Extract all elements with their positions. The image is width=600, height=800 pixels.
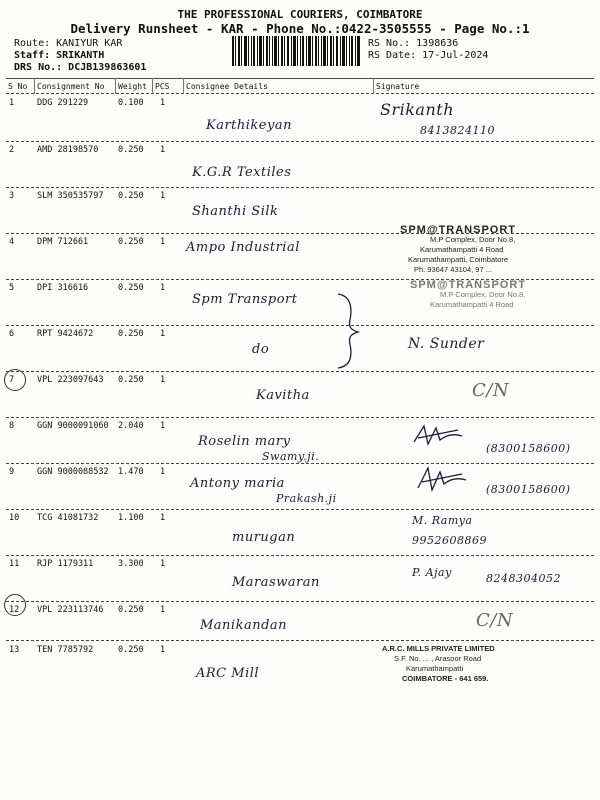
- col-head-pcs: PCS: [155, 82, 170, 91]
- table-top-rule: [6, 78, 594, 79]
- row-weight: 0.100: [118, 98, 144, 108]
- column-divider: [183, 78, 184, 94]
- spm-transport-stamp-faded: [410, 280, 526, 310]
- column-divider: [373, 78, 374, 94]
- row-rule: [6, 555, 594, 556]
- signature-8-phone: (8300158600): [486, 442, 571, 455]
- row-consignment-no: DPM 712661: [37, 237, 89, 247]
- row-consignment-no: GGN 9000088532: [37, 467, 109, 477]
- row-weight: 0.250: [118, 605, 144, 615]
- barcode: [232, 36, 360, 66]
- column-divider: [152, 78, 153, 94]
- signature-12: C/N: [476, 610, 514, 631]
- signature-8-scribble: [410, 420, 470, 450]
- row-sno: 1: [9, 98, 15, 108]
- signature-6: N. Sunder: [408, 336, 485, 352]
- row-rule: [6, 601, 594, 602]
- spm-stamp-line1: M.P Complex, Door No.8,: [430, 235, 516, 244]
- consignee-hand-4: Ampo Industrial: [186, 240, 300, 255]
- consignee-hand-8b: Swamy.ji.: [262, 450, 320, 463]
- row-pcs: 1: [160, 145, 166, 155]
- column-divider: [34, 78, 35, 94]
- spm-stamp-line4: Ph: 93647 43104, 97 ...: [414, 265, 492, 274]
- row-pcs: 1: [160, 559, 166, 569]
- row-sno: 7: [9, 375, 15, 385]
- row-pcs: 1: [160, 283, 166, 293]
- row-consignment-no: GGN 9000091060: [37, 421, 109, 431]
- column-divider: [115, 78, 116, 94]
- route-label: Route: KANIYUR KAR: [14, 38, 123, 49]
- col-head-weight: Weight: [118, 82, 147, 91]
- row-weight: 0.250: [118, 191, 144, 201]
- row-consignment-no: VPL 223097643: [37, 375, 104, 385]
- row-weight: 0.250: [118, 283, 144, 293]
- circled-mark-12: [4, 594, 26, 616]
- spm-transport-stamp: [400, 225, 516, 275]
- row-consignment-no: SLM 350535797: [37, 191, 104, 201]
- brace-mark: [334, 290, 364, 370]
- row-rule: [6, 417, 594, 418]
- consignee-hand-13: ARC Mill: [196, 666, 260, 681]
- row-sno: 11: [9, 559, 20, 569]
- signature-11: P. Ajay: [412, 566, 452, 579]
- consignee-hand-12: Manikandan: [200, 618, 288, 633]
- row-pcs: 1: [160, 513, 166, 523]
- row-weight: 3.300: [118, 559, 144, 569]
- document-title: THE PROFESSIONAL COURIERS, COIMBATORE: [177, 8, 423, 21]
- row-consignment-no: RJP 1179311: [37, 559, 94, 569]
- row-pcs: 1: [160, 237, 166, 247]
- row-sno: 9: [9, 467, 15, 477]
- row-weight: 0.250: [118, 145, 144, 155]
- row-rule: [6, 325, 594, 326]
- consignee-hand-7: Kavitha: [256, 388, 310, 403]
- col-head-consignee: Consignee Details: [186, 82, 268, 91]
- row-pcs: 1: [160, 421, 166, 431]
- row-weight: 1.470: [118, 467, 144, 477]
- consignee-hand-10: murugan: [232, 530, 296, 545]
- spm-stamp-line3: Karumathampatti, Coimbatore: [408, 255, 509, 264]
- row-sno: 6: [9, 329, 15, 339]
- document-subtitle: Delivery Runsheet - KAR - Phone No.:0422-3505555 - Page No.:1: [70, 21, 530, 36]
- staff-label: Staff: SRIKANTH: [14, 50, 105, 61]
- row-sno: 8: [9, 421, 15, 431]
- row-consignment-no: DDG 291229: [37, 98, 89, 108]
- consignee-hand-6: do: [252, 342, 270, 357]
- row-sno: 10: [9, 513, 20, 523]
- row-rule: [6, 187, 594, 188]
- col-head-sno: S No: [8, 82, 28, 91]
- signature-9-phone: (8300158600): [486, 483, 571, 496]
- row-pcs: 1: [160, 467, 166, 477]
- signature-1-phone: 8413824110: [420, 124, 495, 137]
- row-pcs: 1: [160, 645, 166, 655]
- rs-date: RS Date: 17-Jul-2024: [368, 50, 489, 61]
- arc-stamp-line3: COIMBATORE - 641 659.: [402, 674, 489, 683]
- signature-10-phone: 9952608869: [412, 534, 487, 547]
- spm-stamp-faded-line2: Karumathampatti 4 Road: [430, 300, 514, 309]
- consignee-hand-8: Roselin mary: [198, 434, 291, 449]
- row-consignment-no: TCG 41081732: [37, 513, 99, 523]
- col-head-consignment: Consignment No: [37, 82, 105, 91]
- row-weight: 0.250: [118, 375, 144, 385]
- spm-stamp-faded-line1: M.P Complex, Door No.8,: [440, 290, 526, 299]
- row-weight: 0.250: [118, 645, 144, 655]
- row-sno: 4: [9, 237, 15, 247]
- consignee-hand-9: Antony maria: [190, 476, 285, 491]
- row-pcs: 1: [160, 191, 166, 201]
- col-head-signature: Signature: [376, 82, 420, 91]
- row-rule: [6, 509, 594, 510]
- consignee-hand-1: Karthikeyan: [206, 118, 292, 133]
- row-sno: 12: [9, 605, 20, 615]
- row-rule: [6, 141, 594, 142]
- row-consignment-no: RPT 9424672: [37, 329, 94, 339]
- row-pcs: 1: [160, 375, 166, 385]
- signature-10: M. Ramya: [412, 514, 473, 527]
- row-pcs: 1: [160, 605, 166, 615]
- arc-stamp-line1: S.F. No. ... , Arasoor Road: [394, 654, 482, 663]
- row-consignment-no: DPI 316616: [37, 283, 89, 293]
- spm-stamp-name-faded: SPM@TRANSPORT: [410, 279, 527, 291]
- row-weight: 1.100: [118, 513, 144, 523]
- row-weight: 0.250: [118, 237, 144, 247]
- spm-stamp-name: SPM@TRANSPORT: [400, 224, 517, 236]
- arc-mills-stamp: [382, 644, 495, 684]
- signature-7: C/N: [472, 380, 510, 401]
- arc-stamp-line2: Karumathampatti: [406, 664, 464, 673]
- row-pcs: 1: [160, 329, 166, 339]
- table-header-rule: [6, 93, 594, 94]
- rs-number: RS No.: 1398636: [368, 38, 459, 49]
- row-sno: 3: [9, 191, 15, 201]
- row-rule: [6, 463, 594, 464]
- row-consignment-no: VPL 223113746: [37, 605, 104, 615]
- row-sno: 13: [9, 645, 20, 655]
- consignee-hand-11: Maraswaran: [232, 575, 320, 590]
- row-weight: 2.040: [118, 421, 144, 431]
- spm-stamp-line2: Karumathampatti 4 Road: [420, 245, 504, 254]
- signature-1: Srikanth: [380, 100, 454, 119]
- row-pcs: 1: [160, 98, 166, 108]
- row-rule: [6, 371, 594, 372]
- row-sno: 2: [9, 145, 15, 155]
- signature-11-phone: 8248304052: [486, 572, 561, 585]
- row-rule: [6, 640, 594, 641]
- drs-number: DRS No.: DCJB139863601: [14, 62, 147, 73]
- consignee-hand-2: K.G.R Textiles: [192, 165, 292, 180]
- signature-9-scribble: [414, 462, 474, 496]
- consignee-hand-3: Shanthi Silk: [192, 204, 279, 219]
- row-consignment-no: AMD 28198570: [37, 145, 99, 155]
- arc-stamp-name: A.R.C. MILLS PRIVATE LIMITED: [382, 644, 495, 653]
- row-consignment-no: TEN 7785792: [37, 645, 94, 655]
- circled-mark-7: [4, 369, 26, 391]
- consignee-hand-9b: Prakash.ji: [276, 492, 337, 505]
- row-sno: 5: [9, 283, 15, 293]
- consignee-hand-5: Spm Transport: [192, 292, 298, 307]
- row-weight: 0.250: [118, 329, 144, 339]
